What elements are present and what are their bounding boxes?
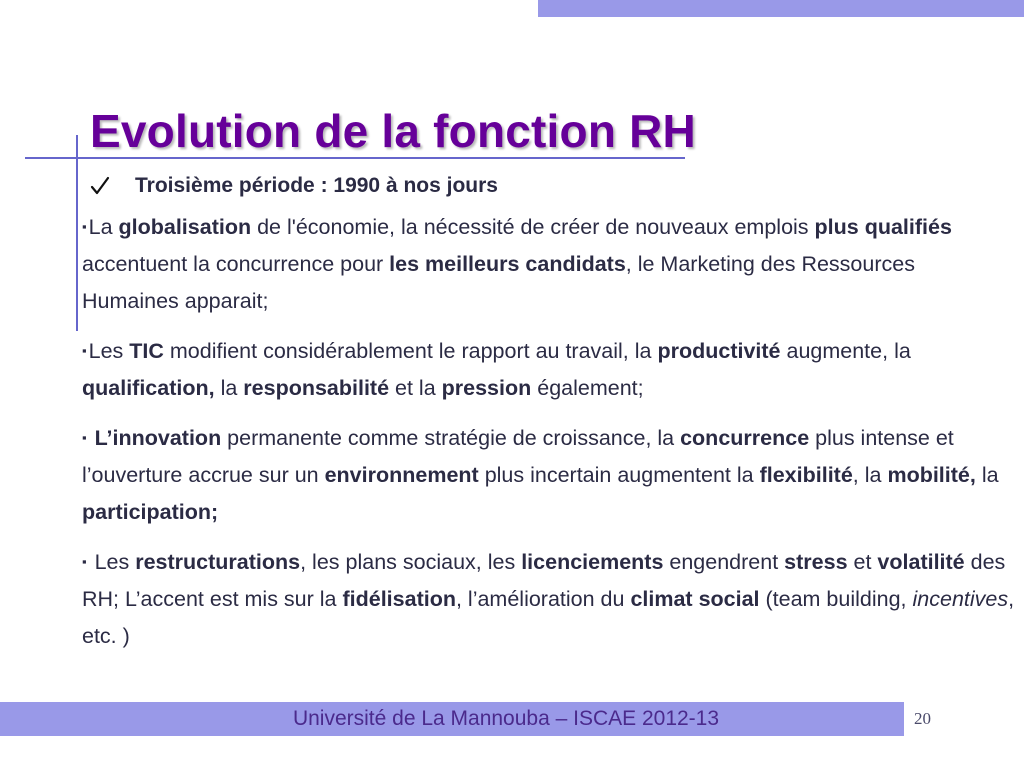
text-run: , l’amélioration du	[455, 587, 631, 611]
bold-text-run: TIC	[129, 339, 164, 363]
bold-text-run: licenciements	[521, 550, 664, 574]
text-run: de l'économie, la nécessité de créer de nouveaux emplois	[251, 215, 815, 239]
bold-text-run: flexibilité	[759, 463, 853, 487]
text-run: et la	[389, 376, 442, 400]
checkmark-icon	[90, 176, 110, 196]
period-heading	[82, 170, 1017, 202]
bold-text-run: participation;	[82, 500, 219, 524]
bullet-paragraph	[82, 332, 1017, 407]
bold-text-run: productivité	[657, 339, 781, 363]
bold-text-run: mobilité,	[887, 463, 976, 487]
text-run: augmente, la	[780, 339, 911, 363]
bold-text-run: les meilleurs candidats	[389, 252, 626, 276]
vertical-rule	[76, 135, 78, 331]
footer-text: Université de La Mannouba – ISCAE 2012-13	[292, 707, 720, 730]
text-run: et	[847, 550, 878, 574]
text-run: accentuent la concurrence pour	[82, 252, 390, 276]
bold-text-run: environnement	[324, 463, 479, 487]
square-bullet-icon: ▪	[82, 343, 87, 358]
square-bullet-icon: ▪	[82, 219, 87, 234]
bold-text-run: L’innovation	[94, 426, 222, 450]
footer-bar	[0, 702, 904, 736]
bold-text-run: pression	[441, 376, 532, 400]
bold-text-run: plus qualifiés	[814, 215, 952, 239]
text-run: (team building,	[759, 587, 913, 611]
text-run: Les	[88, 550, 136, 574]
bullet-list	[82, 208, 1017, 655]
bold-text-run: fidélisation	[342, 587, 456, 611]
bold-text-run: responsabilité	[243, 376, 390, 400]
text-run: La	[88, 215, 119, 239]
bold-text-run: stress	[784, 550, 848, 574]
page-number: 20	[914, 709, 931, 728]
text-run: engendrent	[663, 550, 785, 574]
top-accent-bar	[538, 0, 1024, 17]
bold-text-run: qualification,	[82, 376, 215, 400]
text-run: des RH; L’accent est mis sur la	[82, 550, 1006, 611]
bullet-paragraph	[82, 208, 1017, 320]
slide-body	[82, 170, 1017, 667]
bullet-paragraph	[82, 543, 1017, 655]
bold-text-run: restructurations	[135, 550, 301, 574]
text-run: Les	[88, 339, 130, 363]
bold-text-run: climat social	[630, 587, 760, 611]
text-run: la	[214, 376, 244, 400]
bold-text-run: volatilité	[877, 550, 965, 574]
text-run: , les plans sociaux, les	[300, 550, 522, 574]
text-run: plus intense et l’ouverture accrue sur un	[82, 426, 954, 487]
square-bullet-icon: ▪	[82, 554, 87, 569]
bold-text-run: concurrence	[680, 426, 810, 450]
bold-text-run: globalisation	[118, 215, 252, 239]
period-text: Troisième période : 1990 à nos jours	[135, 174, 498, 197]
text-run: incentives	[912, 587, 1009, 611]
text-run: plus incertain augmentent la	[478, 463, 760, 487]
text-run: , la	[852, 463, 888, 487]
text-run: également;	[531, 376, 644, 400]
text-run: , etc. )	[82, 587, 1015, 648]
bullet-paragraph	[82, 419, 1017, 531]
text-run: permanente comme stratégie de croissance, la	[221, 426, 681, 450]
text-run: , le Marketing des Ressources Humaines apparait;	[82, 252, 915, 313]
text-run: modifient considérablement le rapport au travail, la	[163, 339, 658, 363]
text-run: la	[975, 463, 999, 487]
square-bullet-icon: ▪	[82, 430, 87, 445]
slide-title: Evolution de la fonction RH	[90, 105, 696, 157]
